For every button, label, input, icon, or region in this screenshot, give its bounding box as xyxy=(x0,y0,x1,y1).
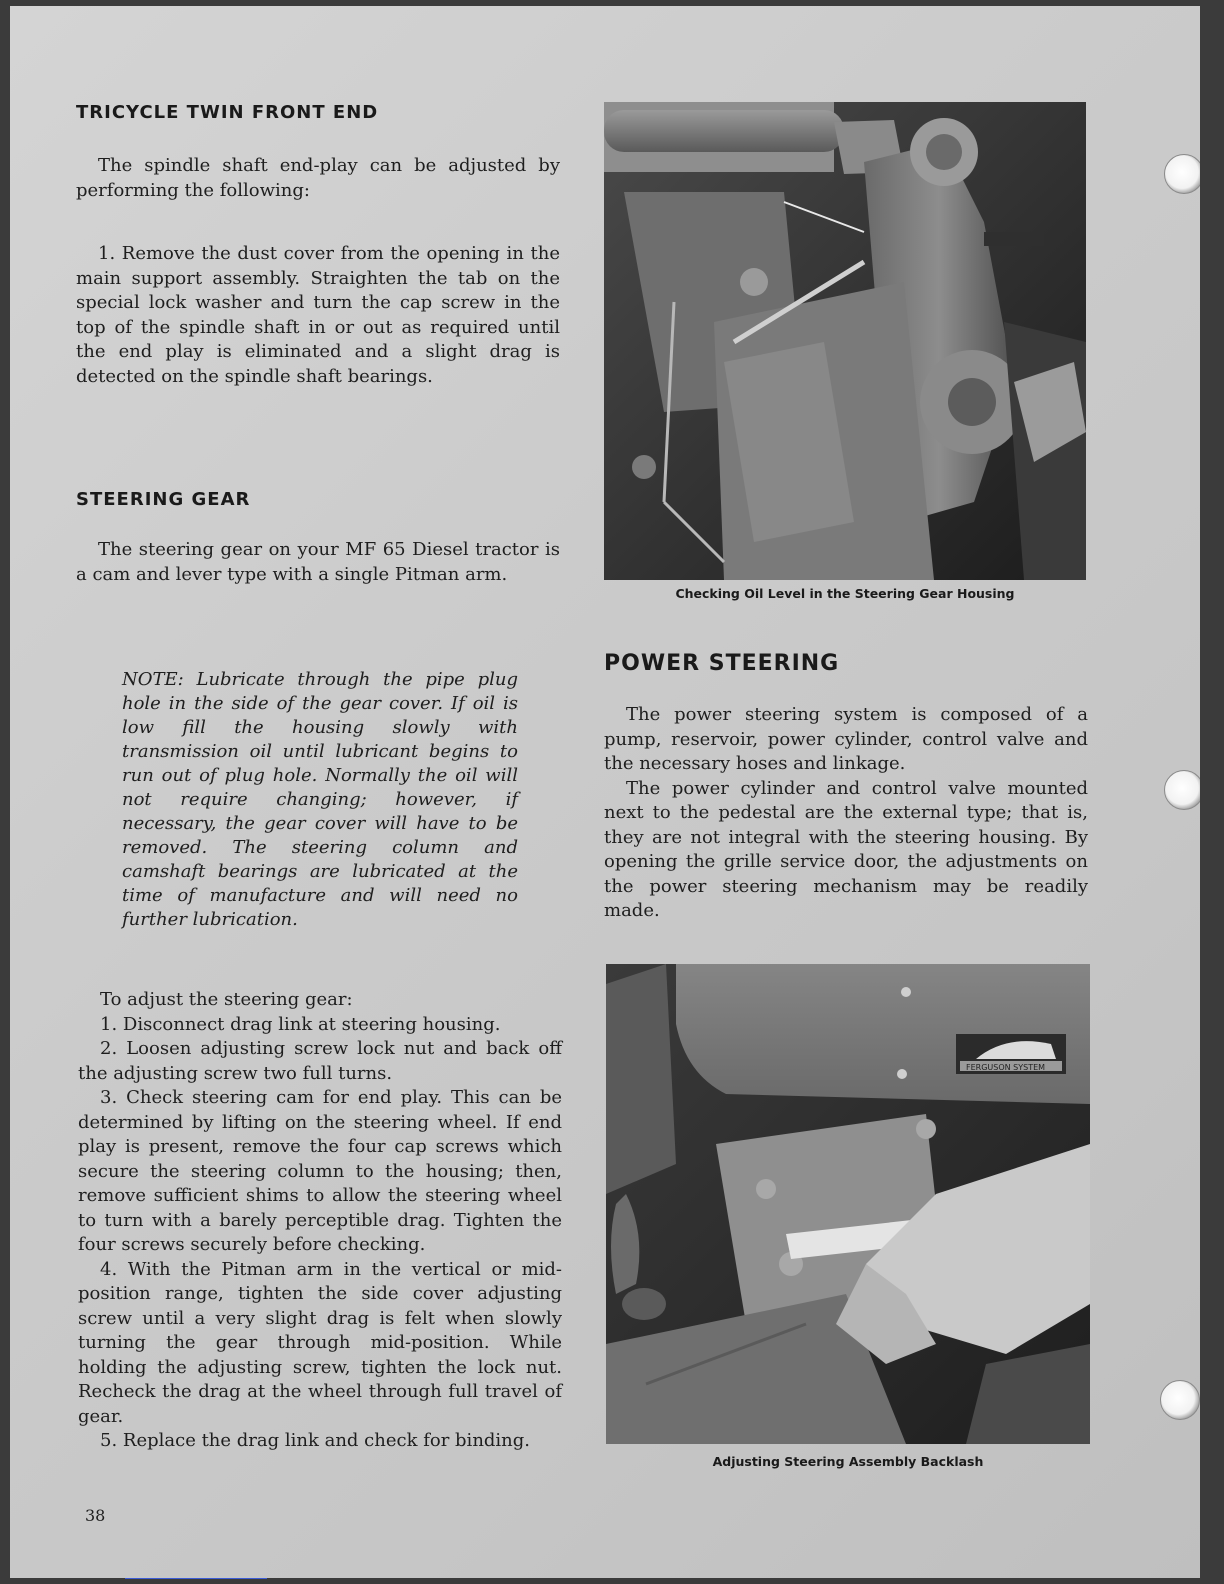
section-heading-steering-gear: STEERING GEAR xyxy=(76,489,251,510)
photo-steering-assembly-backlash-illustration xyxy=(606,964,1090,1444)
binder-hole-top xyxy=(1164,154,1200,194)
photo1-caption: Checking Oil Level in the Steering Gear Housing xyxy=(675,586,1015,601)
adjust-steering-gear-instructions xyxy=(78,988,562,1454)
text-adjust-step2: 2. Loosen adjusting screw lock nut and back off the adjusting screw two full turns. xyxy=(78,1038,562,1084)
paragraph-steering-intro xyxy=(76,538,560,587)
section-heading-tricycle-twin-front-end: TRICYCLE TWIN FRONT END xyxy=(76,102,379,123)
binder-hole-bottom xyxy=(1160,1380,1200,1420)
lubrication-note: NOTE: Lubricate through the pipe plug hole in the side of the gear cover. If oil is low fill the housing slowly with transmission oil until lubricant begins to run out of plug hole. Normally the oil will not require changing; however, if necessary, the gear cover will have to be removed. The steering column and camshaft bearings are lubricated at the time of manufacture and will need no further lubrication. xyxy=(122,669,518,930)
text-adjust-intro: To adjust the steering gear: xyxy=(100,989,353,1010)
paragraph-spindle-step1 xyxy=(76,242,560,389)
power-steering-description xyxy=(604,703,1088,924)
text-adjust-step5: 5. Replace the drag link and check for binding. xyxy=(100,1430,531,1451)
photo2-caption: Adjusting Steering Assembly Backlash xyxy=(712,1454,984,1469)
manual-page xyxy=(10,6,1200,1578)
scan-artifact-line xyxy=(125,1578,267,1579)
text-adjust-step3: 3. Check steering cam for end play. This can be determined by lifting on the steering wheel. If end play is present, remove the four cap screws which secure the steering column to the housing; then, remove sufficient shims to allow the steering wheel to turn with a barely perceptible drag. Tighten the four screws securely before checking. xyxy=(78,1087,562,1255)
text-adjust-step4: 4. With the Pitman arm in the vertical or mid-position range, tighten the side cover adjusting screw until a very slight drag is felt when slowly turning the gear through mid-position. While holding the adjusting screw, tighten the lock nut. Recheck the drag at the wheel through full travel of gear. xyxy=(78,1258,562,1427)
section-heading-power-steering: POWER STEERING xyxy=(604,651,840,676)
binder-hole-middle xyxy=(1164,770,1200,810)
ferguson-system-plate-text: FERGUSON SYSTEM xyxy=(966,1063,1046,1072)
text-power-steering-para1: The power steering system is composed of a pump, reservoir, power cylinder, control valve and the necessary hoses and linkage. xyxy=(604,704,1088,774)
text-spindle-intro: The spindle shaft end-play can be adjusted by performing the following: xyxy=(76,155,560,201)
photo-steering-assembly-backlash xyxy=(606,964,1090,1444)
paragraph-spindle-intro xyxy=(76,154,560,203)
page-number: 38 xyxy=(85,1506,106,1525)
text-steering-intro: The steering gear on your MF 65 Diesel tractor is a cam and lever type with a single Pitman arm. xyxy=(76,539,560,585)
text-adjust-step1: 1. Disconnect drag link at steering housing. xyxy=(100,1013,501,1035)
text-power-steering-para2: The power cylinder and control valve mounted next to the pedestal are the external type; that is, they are not integral with the steering housing. By opening the grille service door, the adjustments on the power steering mechanism may be readily made. xyxy=(604,777,1088,921)
photo-steering-gear-housing-illustration xyxy=(604,102,1086,580)
photo-steering-gear-housing xyxy=(604,102,1086,580)
text-spindle-step1: 1. Remove the dust cover from the opening in the main support assembly. Straighten the tab on the special lock washer and turn the cap screw in the top of the spindle shaft in or out as required until the end play is eliminated and a slight drag is detected on the spindle shaft bearings. xyxy=(76,243,560,387)
